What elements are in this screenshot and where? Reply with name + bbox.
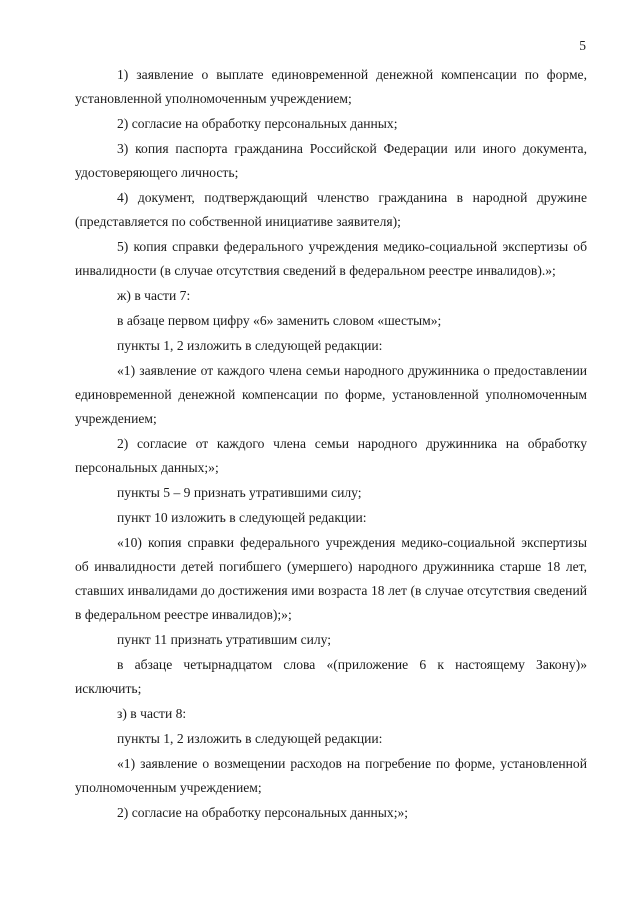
paragraph: пункт 11 признать утратившим силу; xyxy=(117,632,332,647)
paragraph: 2) согласие на обработку персональных данных; xyxy=(117,116,398,131)
paragraph: в абзаце первом цифру «6» заменить словом «шестым»; xyxy=(117,313,442,328)
paragraph: в абзаце четырнадцатом слова «(приложение 6 к настоящему Закону)» исключить; xyxy=(75,657,587,696)
paragraph: пункт 10 изложить в следующей редакции: xyxy=(117,510,367,525)
paragraph: 4) документ, подтверждающий членство гражданина в народной дружине (представляется по собственной инициативе заявителя); xyxy=(75,190,587,229)
paragraph: 2) согласие на обработку персональных данных;»; xyxy=(117,805,409,820)
paragraph: 2) согласие от каждого члена семьи народного дружинника на обработку персональных данных;»; xyxy=(75,436,587,475)
paragraph: ж) в части 7: xyxy=(117,288,191,303)
document-body xyxy=(75,63,587,826)
paragraph: пункты 5 – 9 признать утратившими силу; xyxy=(117,485,362,500)
paragraph: з) в части 8: xyxy=(117,706,187,721)
paragraph: «10) копия справки федерального учреждения медико-социальной экспертизы об инвалидности детей погибшего (умершего) народного дружинника старше 18 лет, ставших инвалидами до достижения ими возраста 18 лет (в случае отсутствия сведений в федеральном реестре инвалидов);»; xyxy=(75,535,587,622)
paragraph: пункты 1, 2 изложить в следующей редакции: xyxy=(117,731,383,746)
paragraph: 3) копия паспорта гражданина Российской Федерации или иного документа, удостоверяющего личность; xyxy=(75,141,587,180)
page-number: 5 xyxy=(579,38,586,53)
paragraph: «1) заявление о возмещении расходов на погребение по форме, установленной уполномоченным учреждением; xyxy=(75,756,587,795)
paragraph: 1) заявление о выплате единовременной денежной компенсации по форме, установленной уполномоченным учреждением; xyxy=(75,67,587,106)
paragraph: «1) заявление от каждого члена семьи народного дружинника о предоставлении единовременной денежной компенсации по форме, установленной уполномоченным учреждением; xyxy=(75,363,587,426)
paragraph: пункты 1, 2 изложить в следующей редакции: xyxy=(117,338,383,353)
paragraph: 5) копия справки федерального учреждения медико-социальной экспертизы об инвалидности (в случае отсутствия сведений в федеральном реестре инвалидов).»; xyxy=(75,239,587,278)
